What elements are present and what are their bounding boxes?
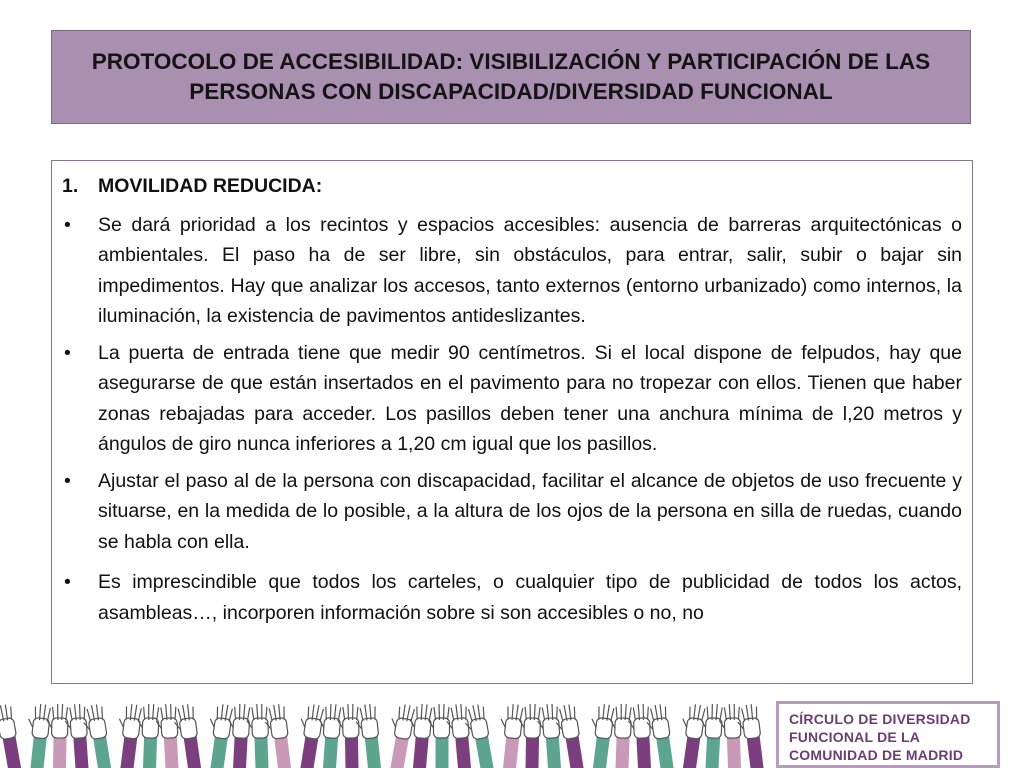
bullet-text: Ajustar el paso al de la persona con discapacidad, facilitar el alcance de objetos de uso frecuente y situarse, en la medida de lo posible, a la altura de los ojos de la persona en silla de ruedas, cuando se habla con ella.	[98, 469, 962, 553]
raised-hand-icon	[719, 704, 742, 768]
raised-hand-icon	[203, 703, 233, 768]
raised-hand-icon	[136, 704, 159, 768]
bullet-item	[62, 466, 962, 558]
raised-hand-icon	[64, 704, 90, 768]
bullet-icon: •	[64, 341, 71, 364]
organization-name-line-2: FUNCIONAL DE LA	[789, 729, 921, 745]
slide-title	[72, 47, 950, 107]
raised-hand-icon	[496, 703, 524, 768]
bullet-item	[62, 567, 962, 628]
raised-hand-icon	[23, 703, 51, 768]
bullet-text: Se dará prioridad a los recintos y espacios accesibles: ausencia de barreras arquitectónicas o ambientales. El paso ha de ser libre, sin obstáculos, para entrar, salir, subir o bajar sin impedimentos. Hay que analizar los accesos, tanto externos (entorno urbanizado) como internos, la iluminación, la existencia de pavimentos antideslizantes.	[98, 213, 962, 327]
section-number: 1.	[62, 175, 79, 197]
raised-hand-icon	[628, 704, 652, 768]
bullet-item	[62, 338, 962, 460]
raised-hand-icon	[113, 703, 142, 768]
section-heading	[62, 171, 962, 202]
raised-hand-icon	[676, 703, 706, 768]
raised-hand-icon	[537, 704, 563, 768]
raised-hand-icon	[586, 703, 615, 768]
bullet-icon: •	[64, 571, 71, 593]
raised-hand-icon	[608, 704, 631, 768]
raised-hand-icon	[246, 704, 269, 768]
bullet-item	[62, 210, 962, 332]
raised-hands-illustration	[0, 696, 772, 768]
section-heading-text: MOVILIDAD REDUCIDA:	[98, 175, 323, 197]
bullet-text: La puerta de entrada tiene que medir 90 centímetros. Si el local dispone de felpudos, hay que asegurarse de que están insertados en el pavimento para no tropezar con ellos. Tienen que haber zonas rebajadas para acceder. Los pasillos deben tener una anchura mínima de l,20 metros y ángulos de giro nunca inferiores a 1,20 cm igual que los pasillos.	[98, 341, 962, 455]
raised-hand-icon	[0, 704, 22, 768]
raised-hand-icon	[155, 704, 179, 768]
raised-hand-icon	[337, 704, 359, 768]
slide-title-line-1: PROTOCOLO DE ACCESIBILIDAD: VISIBILIZACIÓN Y PARTICIPACIÓN DE LAS	[91, 49, 931, 74]
raised-hand-icon	[293, 703, 324, 768]
bullet-icon: •	[64, 213, 71, 236]
slide-title-line-2: PERSONAS CON DISCAPACIDAD/DIVERSIDAD FUNCIONAL	[189, 79, 833, 104]
bullet-text: Es imprescindible que todos los carteles, o cualquier tipo de publicidad de todos los actos, asambleas…, incorporen información sobre si son accesibles o no, no	[98, 571, 962, 624]
raised-hand-icon	[383, 703, 415, 768]
bullet-icon: •	[64, 469, 71, 492]
slide-title-box	[51, 30, 971, 124]
raised-hand-icon	[445, 704, 472, 768]
organization-label	[776, 701, 1000, 768]
organization-name-line-1: CÍRCULO DE DIVERSIDAD	[789, 711, 971, 727]
content-body	[52, 161, 972, 628]
raised-hand-icon	[429, 704, 450, 768]
content-box	[51, 160, 973, 684]
organization-name-line-3: COMUNIDAD DE MADRID	[789, 747, 964, 763]
